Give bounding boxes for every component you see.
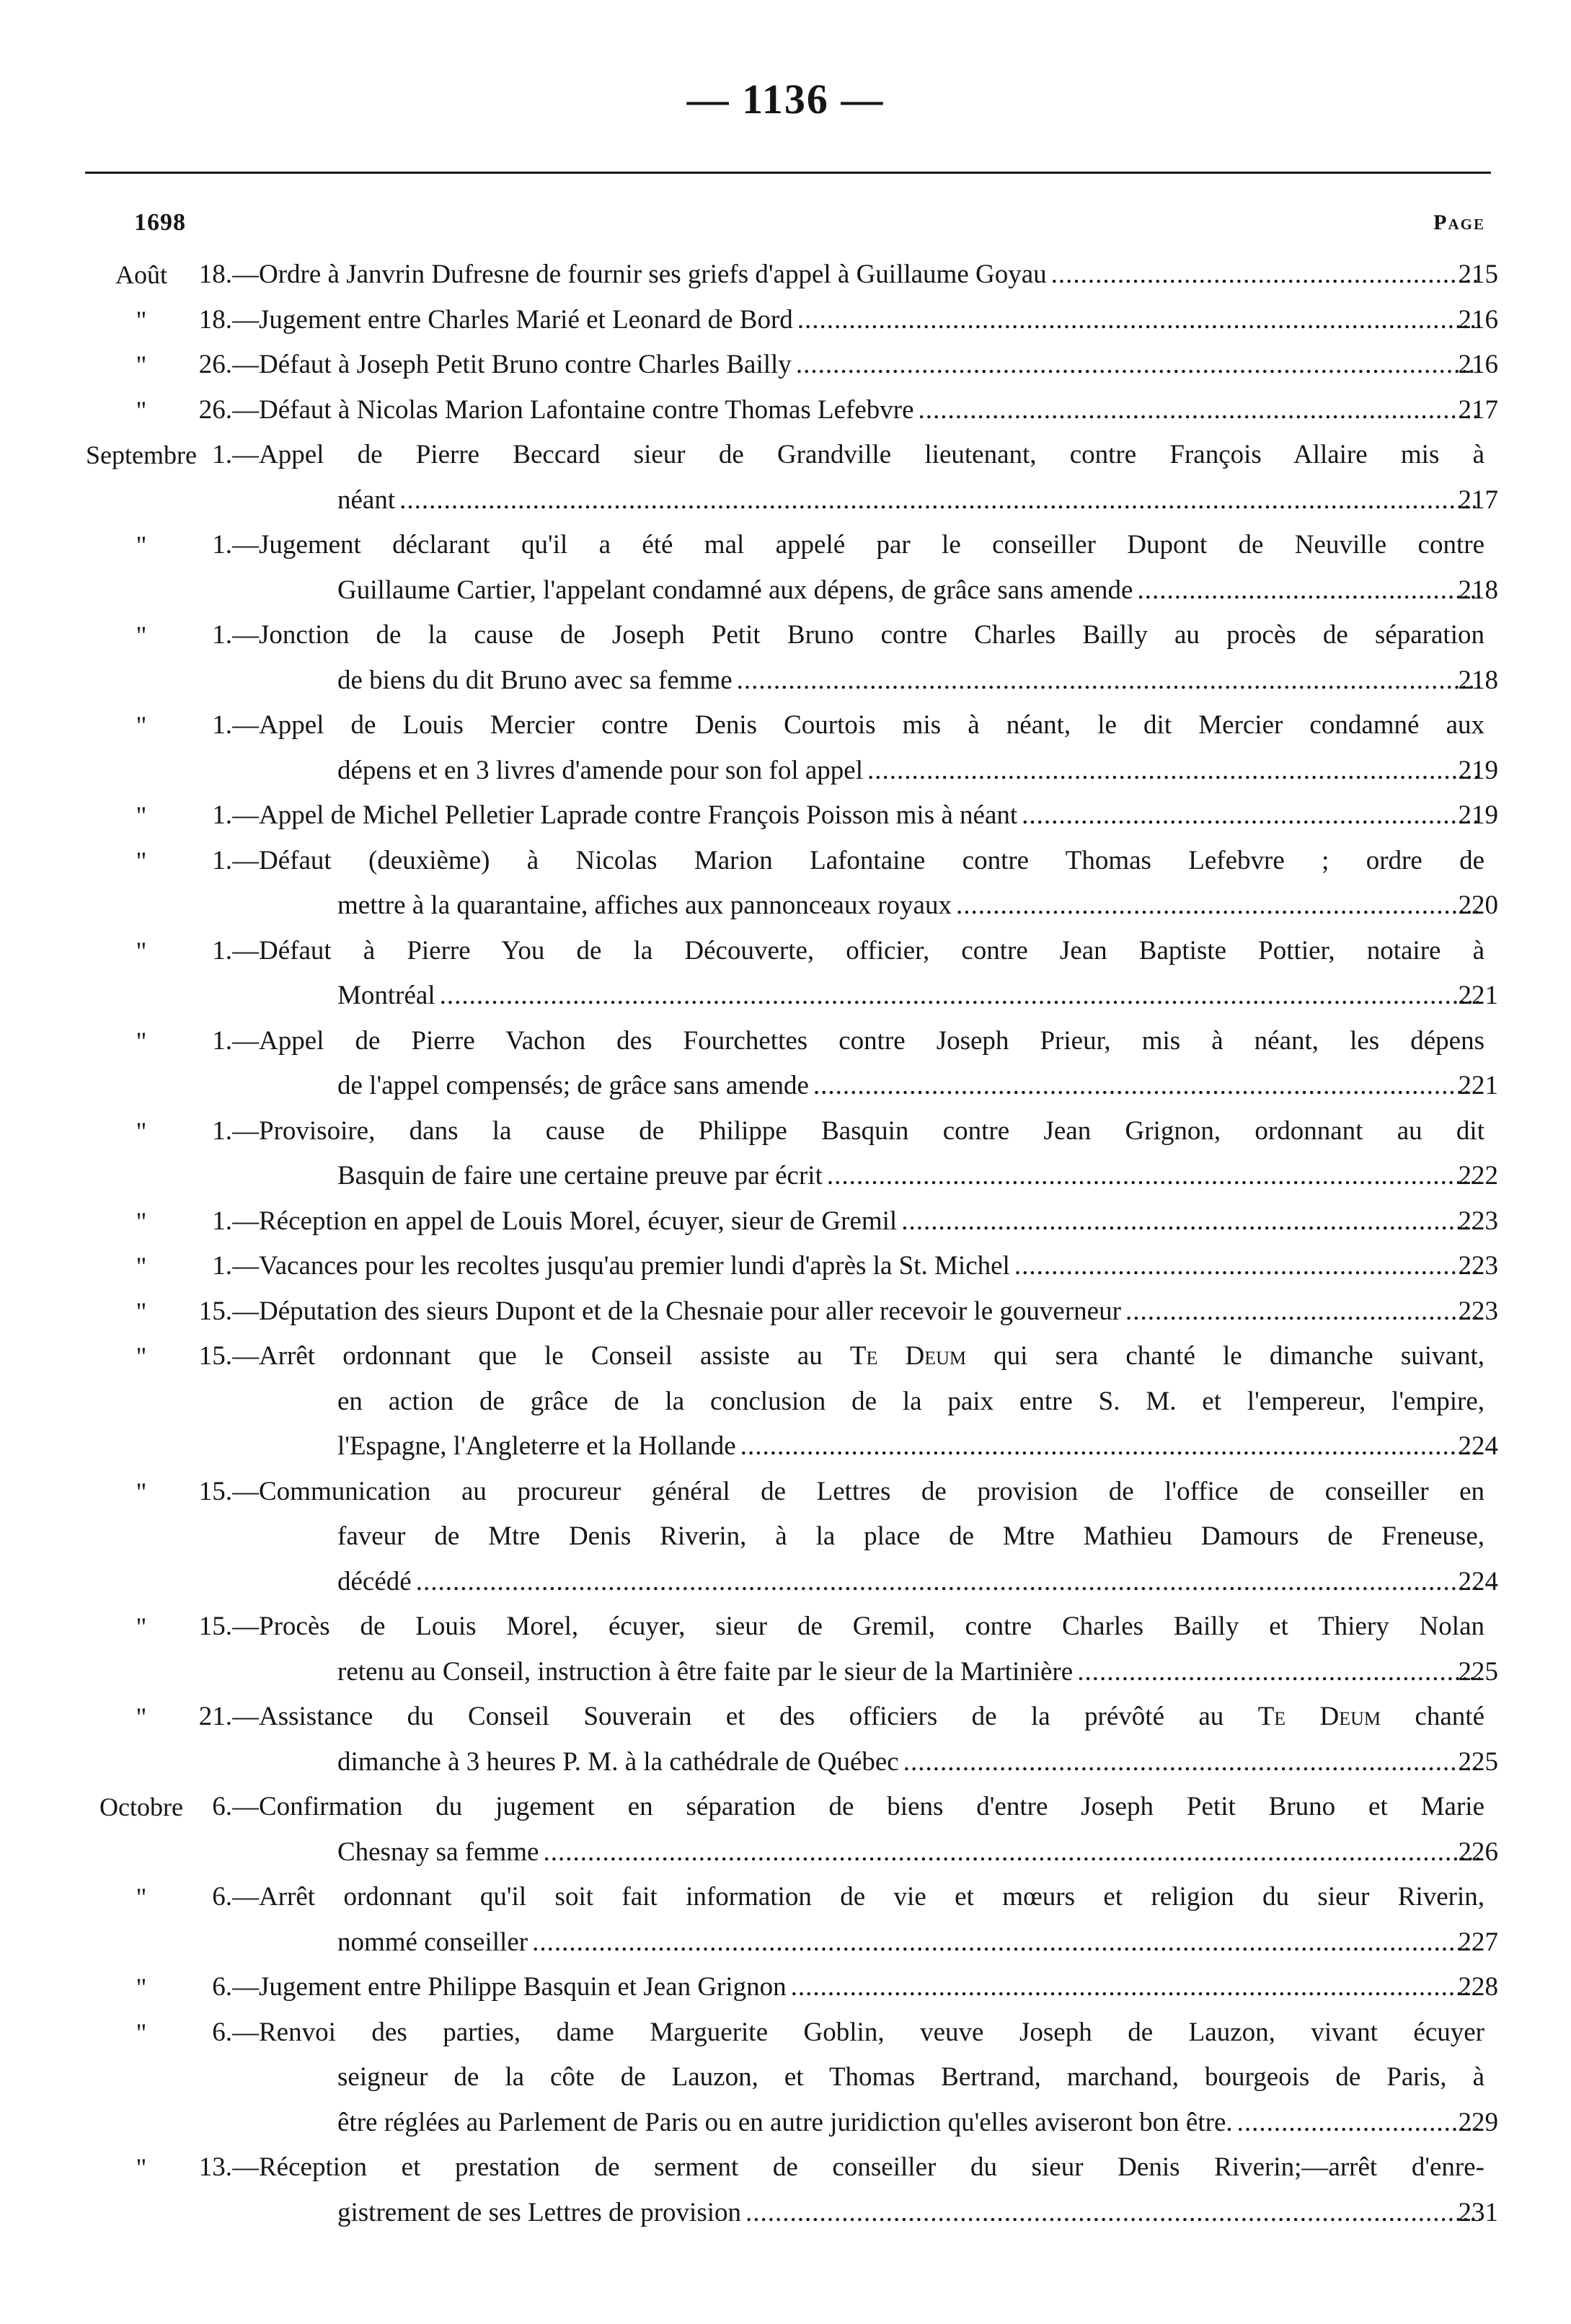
entry-line [0,1695,1571,1740]
entry-line [0,883,1571,929]
entry-page-number: 223 [1458,1296,1498,1326]
entry-month: " [136,621,147,650]
entry-line [0,1604,1571,1650]
header-rule [85,172,1491,174]
entry-day: 18. [198,304,232,335]
entry-page-number: 221 [1458,981,1498,1010]
entry-text [232,1199,1484,1245]
dot-leader [901,1199,1480,1245]
entry-text: —Défaut (deuxième) à Nicolas Marion Lafontaine contre Thomas Lefebvre ; ordre de [232,845,1484,875]
entry-line [0,1920,1571,1966]
entry-text: —Arrêt ordonnant qu'il soit fait information de vie et mœurs et religion du sieur Riverin, [232,1882,1484,1912]
entry-text-segment: dépens et en 3 livres d'amende pour son fol appel [337,755,863,785]
entry-text: —Appel de Pierre Vachon des Fourchettes contre Joseph Prieur, mis à néant, les dépens [232,1025,1484,1056]
entry-line [0,1470,1571,1515]
entry-text [337,1560,1484,1605]
dot-leader [797,298,1480,343]
entry-line [0,343,1571,388]
entry-text [337,1920,1484,1966]
entry-line [0,433,1571,478]
entry-day: 15. [198,1296,232,1326]
entry-day: 1. [212,935,232,966]
entry-text [337,568,1484,614]
entry-text [337,1830,1484,1875]
entry-text-segment: décédé [337,1566,412,1596]
entry-text-segment: —Jugement entre Philippe Basquin et Jean Grignon [232,1972,787,2002]
entry-text [337,883,1484,929]
entry-page-number: 227 [1458,1927,1498,1957]
entry-line [0,1875,1571,1920]
entry-month: " [136,1702,147,1731]
entry-month: " [136,801,147,830]
dot-leader [737,658,1480,704]
year-heading: 1698 [134,209,186,236]
index-entry [0,1785,1571,1875]
entry-text: —Jugement déclarant qu'il a été mal appelé par le conseiller Dupont de Neuville contre [232,530,1484,560]
dot-leader [745,2191,1480,2236]
index-entry [0,1244,1571,1289]
entry-line [0,1109,1571,1154]
entry-text [337,1740,1484,1785]
entry-page-number: 218 [1458,665,1498,695]
entry-line [0,1244,1571,1289]
dot-leader [532,1920,1480,1966]
entry-line [0,478,1571,523]
entry-month: " [136,846,147,875]
entry-text-segment: être réglées au Parlement de Paris ou en autre juridiction qu'elles aviseront bon être. [337,2107,1233,2137]
entry-month: " [136,1206,147,1236]
entry-day: 13. [198,2152,232,2182]
entry-month: " [136,1252,147,1281]
entry-month: " [136,936,147,966]
entry-month: " [136,395,147,425]
entry-month: Octobre [99,1793,183,1821]
entry-text-segment: mettre à la quarantaine, affiches aux pannonceaux royaux [337,891,952,920]
entry-day: 6. [212,1792,232,1821]
entry-month: " [136,1296,147,1326]
entry-text-segment: —Réception en appel de Louis Morel, écuyer, sieur de Gremil [232,1206,898,1236]
entry-page-number: 216 [1458,304,1498,335]
entry-month: " [136,1342,147,1371]
index-entry [0,1289,1571,1335]
entry-line [0,1334,1571,1379]
entry-line [0,1379,1571,1425]
dot-leader [867,748,1480,794]
entry-day: 15. [198,1341,232,1371]
entry-text: —Arrêt ordonnant que le Conseil assiste au Te Deum qui sera chanté le dimanche suivant, [232,1341,1484,1371]
dot-leader [956,883,1480,929]
entry-month: " [136,2153,147,2182]
entry-text [337,1154,1484,1199]
entry-day: 6. [212,1972,232,2002]
entry-day: 1. [212,1025,232,1056]
index-entry [0,523,1571,613]
entry-line [0,793,1571,839]
entry-line [0,252,1571,298]
entry-text [232,1289,1484,1335]
entry-line [0,1965,1571,2010]
entry-line [0,1064,1571,1109]
entry-line [0,2010,1571,2056]
dot-leader [903,1740,1480,1785]
entry-text: —Procès de Louis Morel, écuyer, sieur de Gremil, contre Charles Bailly et Thiery Nolan [232,1612,1484,1641]
entry-day: 26. [198,350,232,379]
entry-line [0,388,1571,433]
index-entry [0,1965,1571,2010]
entry-month: " [136,1973,147,2002]
index-entry [0,433,1571,523]
entry-text [232,1965,1484,2010]
entry-day: 15. [198,1476,232,1506]
dot-leader [827,1154,1480,1199]
index-entry [0,1695,1571,1785]
entry-text-segment: Basquin de faire une certaine preuve par écrit [337,1161,823,1190]
entry-month: " [136,305,147,335]
entry-page-number: 231 [1458,2197,1498,2227]
entry-page-number: 217 [1458,394,1498,425]
entry-text-segment: —Défaut à Nicolas Marion Lafontaine contre Thomas Lefebvre [232,394,914,425]
entry-text-segment: l'Espagne, l'Angleterre et la Hollande [337,1431,736,1461]
entry-line [0,1289,1571,1335]
entry-month: Août [115,260,167,289]
entry-page-number: 219 [1458,755,1498,785]
entry-day: 1. [212,1206,232,1236]
entry-text: —Jonction de la cause de Joseph Petit Bruno contre Charles Bailly au procès de séparation [232,620,1484,650]
entry-text [337,1424,1484,1470]
entry-line [0,2055,1571,2100]
entry-page-number: 223 [1458,1206,1498,1236]
entry-line [0,748,1571,794]
entry-text [337,2191,1484,2236]
index-entry [0,1019,1571,1109]
entry-text [337,973,1484,1019]
entry-text [337,1064,1484,1109]
entry-text-segment: Guillaume Cartier, l'appelant condamné aux dépens, de grâce sans amende [337,575,1133,605]
entry-page-number: 219 [1458,800,1498,830]
entry-text [337,1650,1484,1695]
entry-page-number: 228 [1458,1972,1498,2002]
entry-day: 15. [198,1612,232,1641]
entry-month: " [136,350,147,379]
entry-line [0,839,1571,884]
dot-leader [440,973,1480,1019]
dot-leader [791,1965,1480,2010]
page-number: — 1136 — [686,76,885,123]
entry-line [0,1199,1571,1245]
entry-line [0,2191,1571,2236]
entry-page-number: 215 [1458,260,1498,289]
dot-leader [813,1064,1480,1109]
entry-text [232,793,1484,839]
entry-page-number: 225 [1458,1746,1498,1777]
entry-line [0,1650,1571,1695]
entry-text: —Confirmation du jugement en séparation de biens d'entre Joseph Petit Bruno et Marie [232,1792,1484,1821]
entry-month: " [136,1477,147,1506]
entry-text [337,2100,1484,2146]
entry-line [0,973,1571,1019]
entry-day: 21. [198,1702,232,1731]
index-entries [0,252,1571,2235]
entry-text: —Appel de Louis Mercier contre Denis Courtois mis à néant, le dit Mercier condamné aux [232,710,1484,740]
entry-page-number: 222 [1458,1161,1498,1190]
dot-leader [919,388,1480,433]
entry-line [0,2145,1571,2191]
entry-line [0,658,1571,704]
entry-day: 1. [212,1115,232,1146]
index-entry [0,703,1571,793]
entry-month: Septembre [86,441,197,469]
entry-text-segment: nommé conseiller [337,1927,528,1957]
entry-line [0,1740,1571,1785]
entry-line [0,1830,1571,1875]
entry-text: seigneur de la côte de Lauzon, et Thomas Bertrand, marchand, bourgeois de Paris, à [337,2062,1484,2092]
entry-day: 1. [212,710,232,740]
entry-line [0,1785,1571,1830]
entry-text [232,298,1484,343]
entry-line [0,1514,1571,1560]
index-entry [0,929,1571,1019]
entry-text [232,343,1484,388]
entry-text: —Réception et prestation de serment de conseiller du sieur Denis Riverin;—arrêt d'enre- [232,2152,1484,2182]
entry-line [0,568,1571,614]
dot-leader [543,1830,1480,1875]
entry-text: —Renvoi des parties, dame Marguerite Goblin, veuve Joseph de Lauzon, vivant écuyer [232,2017,1484,2047]
entry-page-number: 224 [1458,1566,1498,1596]
entry-month: " [136,531,147,560]
entry-text [337,658,1484,704]
entry-line [0,1424,1571,1470]
entry-day: 1. [212,440,232,469]
entry-day: 26. [198,394,232,425]
dot-leader [416,1560,1480,1605]
entry-day: 1. [212,620,232,650]
index-entry [0,2010,1571,2146]
index-entry [0,1334,1571,1470]
entry-text: —Provisoire, dans la cause de Philippe Basquin contre Jean Grignon, ordonnant au dit [232,1115,1484,1146]
entry-line [0,1154,1571,1199]
entry-page-number: 223 [1458,1251,1498,1281]
dot-leader [1014,1244,1480,1289]
index-entry [0,839,1571,929]
entry-text [232,252,1484,298]
entry-month: " [136,1026,147,1056]
entry-day: 18. [198,260,232,289]
entry-text-segment: —Défaut à Joseph Petit Bruno contre Charles Bailly [232,350,792,379]
entry-line [0,703,1571,748]
entry-text-segment: —Vacances pour les recoltes jusqu'au premier lundi d'après la St. Michel [232,1251,1010,1281]
index-entry [0,388,1571,433]
entry-text: en action de grâce de la conclusion de la paix entre S. M. et l'empereur, l'empire, [337,1386,1484,1416]
index-entry [0,613,1571,703]
entry-text [232,1244,1484,1289]
entry-text: —Appel de Pierre Beccard sieur de Grandville lieutenant, contre François Allaire mis à [232,440,1484,469]
entry-page-number: 216 [1458,350,1498,379]
entry-page-number: 217 [1458,485,1498,515]
entry-line [0,613,1571,658]
entry-text: —Assistance du Conseil Souverain et des officiers de la prévôté au Te Deum chanté [232,1702,1484,1731]
entry-line [0,523,1571,568]
entry-page-number: 220 [1458,891,1498,920]
entry-text-segment: Montréal [337,981,435,1010]
dot-leader [399,478,1480,523]
entry-page-number: 225 [1458,1656,1498,1687]
entry-month: " [136,1116,147,1146]
index-entry [0,1470,1571,1605]
index-entry [0,298,1571,343]
entry-text-segment: retenu au Conseil, instruction à être faite par le sieur de la Martinière [337,1656,1074,1687]
index-entry [0,1109,1571,1199]
entry-page-number: 229 [1458,2107,1498,2137]
index-entry [0,1604,1571,1695]
entry-month: " [136,711,147,740]
entry-day: 1. [212,845,232,875]
entry-line [0,298,1571,343]
entry-text-segment: de biens du dit Bruno avec sa femme [337,665,733,695]
entry-page-number: 221 [1458,1071,1498,1100]
dot-leader [796,343,1480,388]
index-entry [0,252,1571,298]
entry-month: " [136,1612,147,1641]
entry-text-segment: —Jugement entre Charles Marié et Leonard de Bord [232,304,793,335]
dot-leader [1051,252,1480,298]
entry-day: 1. [212,800,232,830]
index-entry [0,343,1571,388]
index-entry [0,793,1571,839]
entry-text: —Défaut à Pierre You de la Découverte, officier, contre Jean Baptiste Pottier, notaire à [232,935,1484,966]
entry-line [0,1560,1571,1605]
entry-month: " [136,2018,147,2047]
index-entry [0,2145,1571,2235]
entry-day: 1. [212,530,232,560]
entry-page-number: 226 [1458,1837,1498,1867]
index-entry [0,1875,1571,1965]
entry-day: 1. [212,1251,232,1281]
entry-text [337,478,1484,523]
entry-page-number: 224 [1458,1431,1498,1461]
entry-text [337,748,1484,794]
entry-line [0,929,1571,974]
entry-text-segment: gistrement de ses Lettres de provision [337,2197,742,2227]
entry-text-segment: —Députation des sieurs Dupont et de la Chesnaie pour aller recevoir le gouverneur [232,1296,1121,1326]
entry-page-number: 218 [1458,575,1498,605]
entry-text-segment: dimanche à 3 heures P. M. à la cathédrale de Québec [337,1746,899,1777]
entry-text-segment: Chesnay sa femme [337,1837,539,1867]
entry-text-segment: néant [337,485,396,515]
entry-day: 6. [212,2017,232,2047]
entry-text: —Communication au procureur général de Lettres de provision de l'office de conseiller en [232,1476,1484,1506]
entry-month: " [136,1883,147,1912]
entry-line [0,2100,1571,2146]
entry-line [0,1019,1571,1064]
entry-text-segment: —Appel de Michel Pelletier Laprade contre François Poisson mis à néant [232,800,1018,830]
page-column-header: Page [1433,211,1485,234]
entry-text-segment: —Ordre à Janvrin Dufresne de fournir ses griefs d'appel à Guillaume Goyau [232,260,1047,289]
dot-leader [740,1424,1480,1470]
index-entry [0,1199,1571,1245]
entry-text [232,388,1484,433]
dot-leader [1022,793,1480,839]
entry-text-segment: de l'appel compensés; de grâce sans amende [337,1071,809,1100]
entry-text: faveur de Mtre Denis Riverin, à la place de Mtre Mathieu Damours de Freneuse, [337,1521,1484,1551]
entry-day: 6. [212,1882,232,1912]
